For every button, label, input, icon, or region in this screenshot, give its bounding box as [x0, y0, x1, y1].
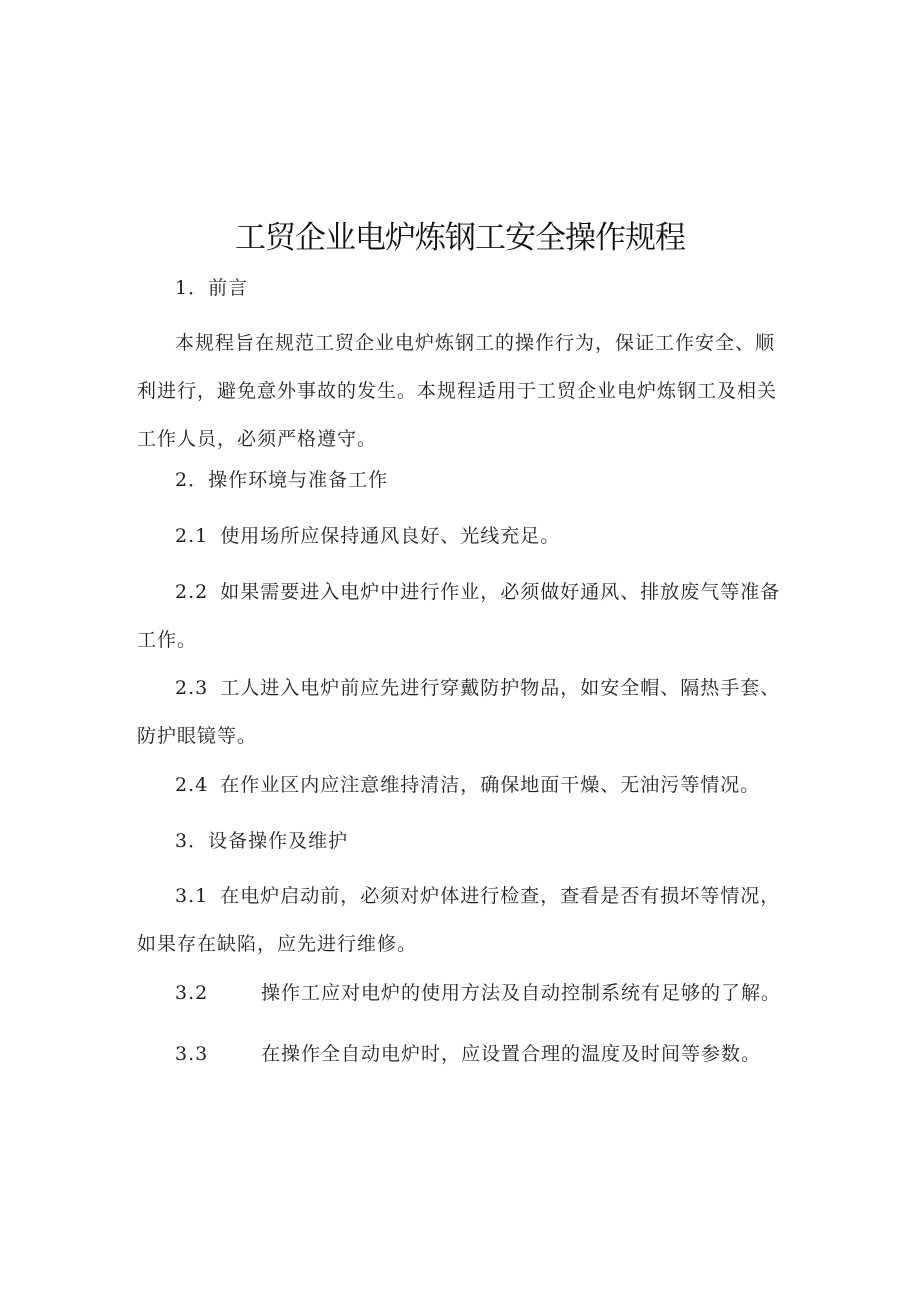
clause-text: 在作业区内应注意维持清洁，确保地面干燥、无油污等情况。 — [220, 774, 761, 796]
document-title: 工贸企业电炉炼钢工安全操作规程 — [235, 220, 685, 256]
clause-number: 3.2 — [175, 982, 209, 1004]
clause-number: 3.3 — [175, 1043, 209, 1065]
clause-number: 2.3 — [175, 677, 209, 699]
clause-2-4 — [137, 761, 789, 809]
clause-3-3 — [137, 1030, 789, 1078]
clause-text: 工人进入电炉前应先进行穿戴防护物品，如安全帽、隔热手套、防护眼镜等。 — [137, 677, 781, 747]
clause-2-1 — [137, 512, 789, 560]
clause-number: 3.1 — [175, 885, 209, 907]
section-2-heading: 2．操作环境与准备工作 — [175, 469, 389, 491]
clause-number: 2.1 — [175, 525, 209, 547]
clause-2-2 — [137, 568, 789, 664]
section-1-body: 本规程旨在规范工贸企业电炉炼钢工的操作行为，保证工作安全、顺利进行，避免意外事故的发生。本规程适用于工贸企业电炉炼钢工及相关工作人员，必须严格遵守。 — [137, 332, 778, 450]
clause-text: 在电炉启动前，必须对炉体进行检查，查看是否有损坏等情况，如果存在缺陷，应先进行维修。 — [137, 885, 781, 955]
clause-number: 2.2 — [175, 581, 209, 603]
clause-text: 操作工应对电炉的使用方法及自动控制系统有足够的了解。 — [261, 982, 782, 1004]
clause-3-2 — [137, 969, 789, 1017]
clause-text: 如果需要进入电炉中进行作业，必须做好通风、排放废气等准备工作。 — [137, 581, 781, 651]
clause-number: 2.4 — [175, 774, 209, 796]
clause-2-3 — [137, 664, 789, 760]
clause-text: 使用场所应保持通风良好、光线充足。 — [220, 525, 561, 547]
section-1-heading: 1．前言 — [175, 277, 249, 299]
clause-3-1 — [137, 872, 789, 968]
clause-text: 在操作全自动电炉时，应设置合理的温度及时间等参数。 — [261, 1043, 762, 1065]
section-3-heading: 3．设备操作及维护 — [175, 830, 349, 852]
